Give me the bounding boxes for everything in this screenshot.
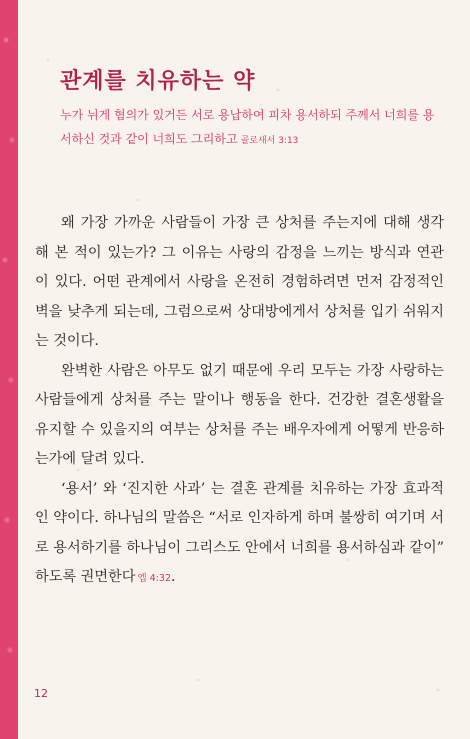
paragraph-3 [35,475,444,594]
paragraph-3-reference: 엡 4:32 [137,573,171,584]
paragraph-1: 왜 가장 가까운 사람들이 가장 큰 상처를 주는지에 대해 생각해 본 적이 있는가? 그 이유는 사랑의 감정을 느끼는 방식과 연관이 있다. 어떤 관계에서 사랑을 온전히 경험하려면 먼저 감정적인 벽을 낮추게 되는데, 그럼으로써 상대방에게서 상처를 입기 쉬워지는 것이다. [35,215,444,349]
paragraph-3-end: . [170,569,176,585]
paragraph-3-text: ‘용서’ 와 ‘진지한 사과’ 는 결혼 관계를 치유하는 가장 효과적인 약이다. 하나님의 말씀은 “서로 인자하게 하며 불쌍히 여기며 서로 용서하기를 하나님이 그리스도 안에서 너희를 용서하심과 같이” 하도록 권면한다 [35,480,444,585]
paragraph-2: 완벽한 사람은 아무도 없기 때문에 우리 모두는 가장 사랑하는 사람들에게 상처를 주는 말이나 행동을 한다. 건강한 결혼생활을 유지할 수 있을지의 여부는 상처를 주는 배우자에게 어떻게 반응하는가에 달려 있다. [35,362,444,467]
scripture-reference: 골로새서 3:13 [240,136,299,146]
page-title: 관계를 치유하는 약 [60,69,256,94]
body-text [35,209,444,594]
page-number: 12 [34,687,48,700]
page-margin-decoration [0,0,18,739]
scripture-quote [60,103,440,153]
scripture-text: 누가 뉘게 혐의가 있거든 서로 용납하여 피차 용서하되 주께서 너희를 용서하신 것과 같이 너희도 그리하고 [60,108,435,146]
